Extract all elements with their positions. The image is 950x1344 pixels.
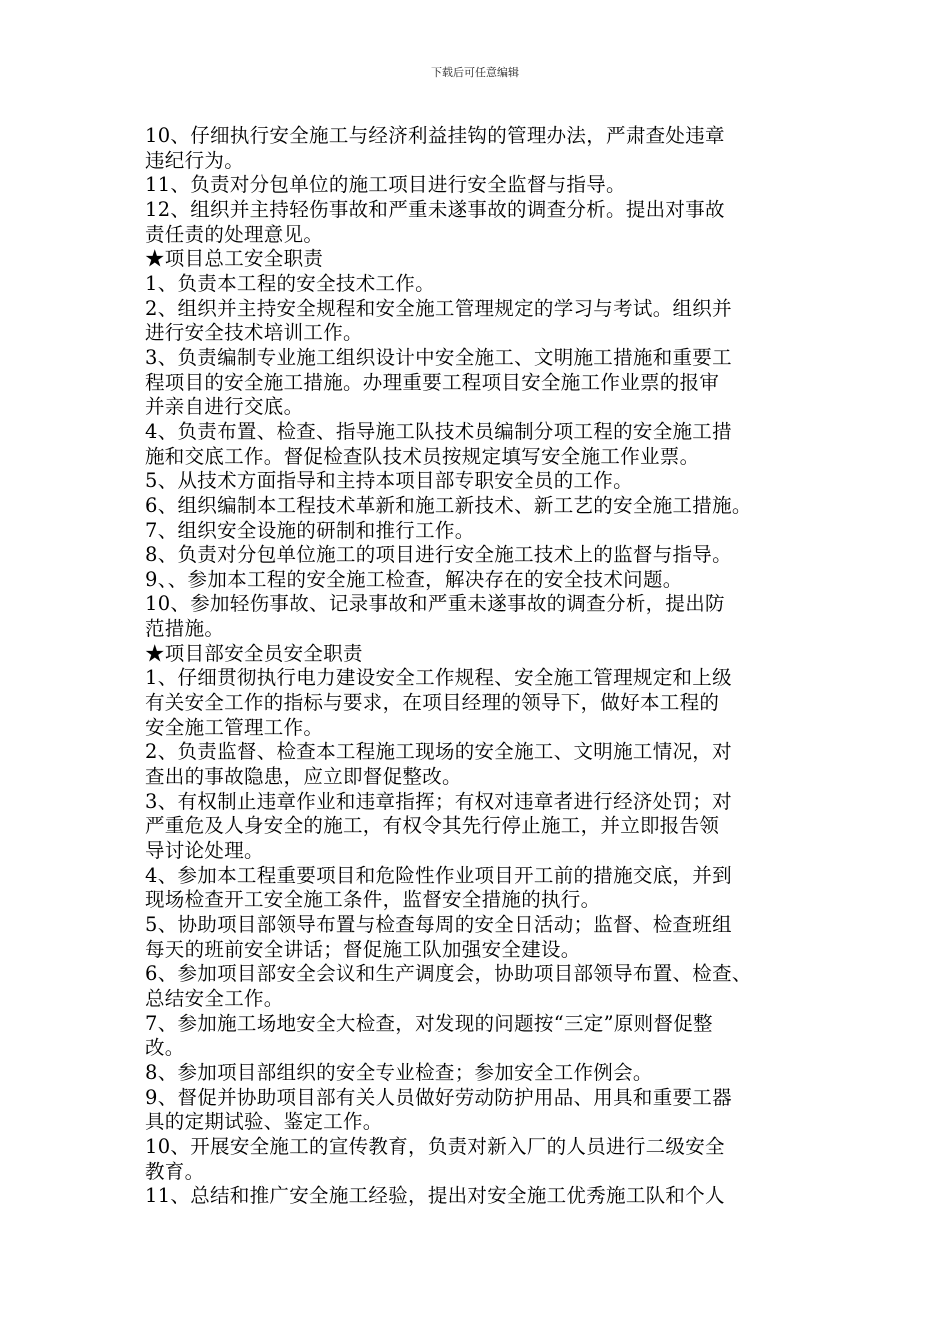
- text-line: 2、负责监督、检查本工程施工现场的安全施工、文明施工情况，对: [145, 740, 732, 764]
- text-line: 9、督促并协助项目部有关人员做好劳动防护用品、用具和重要工器: [145, 1085, 732, 1109]
- text-line: 4、负责布置、检查、指导施工队技术员编制分项工程的安全施工措: [145, 419, 732, 443]
- text-line: 2、组织并主持安全规程和安全施工管理规定的学习与考试。组织并: [145, 296, 732, 320]
- text-line: 5、协助项目部领导布置与检查每周的安全日活动；监督、检查班组: [145, 913, 732, 936]
- text-line: 7、组织安全设施的研制和推行工作。: [145, 518, 475, 542]
- text-line: 3、有权制止违章作业和违章指挥；有权对违章者进行经济处罚；对: [145, 789, 732, 813]
- text-line: 程项目的安全施工措施。办理重要工程项目安全施工作业票的报审: [145, 370, 720, 394]
- text-line: 8、负责对分包单位施工的项目进行安全施工技术上的监督与指导。: [145, 543, 732, 567]
- page-header: 下载后可任意编辑: [431, 66, 519, 79]
- text-line: 教育。: [145, 1159, 205, 1183]
- text-line: 每天的班前安全讲话；督促施工队加强安全建设。: [145, 937, 581, 961]
- text-line: 3、负责编制专业施工组织设计中安全施工、文明施工措施和重要工: [145, 345, 732, 369]
- text-line: 总结安全工作。: [145, 986, 284, 1010]
- text-line: 有关安全工作的指标与要求，在项目经理的领导下，做好本工程的: [145, 691, 720, 715]
- text-line: 查出的事故隐患，应立即督促整改。: [145, 765, 462, 789]
- text-line: 现场检查开工安全施工条件，监督安全措施的执行。: [145, 888, 601, 912]
- text-line: 具的定期试验、鉴定工作。: [145, 1110, 383, 1134]
- text-line: 8、参加项目部组织的安全专业检查；参加安全工作例会。: [145, 1060, 653, 1084]
- text-line: 进行安全技术培训工作。: [145, 321, 363, 345]
- text-line: 10、开展安全施工的宣传教育，负责对新入厂的人员进行二级安全: [145, 1134, 725, 1158]
- text-line: 11、负责对分包单位的施工项目进行安全监督与指导。: [145, 173, 626, 197]
- text-line: 施和交底工作。督促检查队技术员按规定填写安全施工作业票。: [145, 444, 700, 468]
- text-line: 9、、参加本工程的安全施工检查，解决存在的安全技术问题。: [145, 567, 683, 591]
- section-heading: ★项目总工安全职责: [145, 247, 324, 271]
- text-line: 1、负责本工程的安全技术工作。: [145, 271, 435, 295]
- text-line: 违纪行为。: [145, 148, 245, 172]
- text-line: 安全施工管理工作。: [145, 715, 324, 739]
- text-line: 10、参加轻伤事故、记录事故和严重未遂事故的调查分析，提出防: [145, 592, 725, 616]
- text-line: 责任责的处理意见。: [145, 222, 324, 246]
- text-line: 6、参加项目部安全会议和生产调度会，协助项目部领导布置、检查、: [145, 962, 752, 986]
- text-line: 范措施。: [145, 617, 225, 641]
- text-line: 10、仔细执行安全施工与经济利益挂钩的管理办法，严肃查处违章: [145, 124, 725, 147]
- text-line: 严重危及人身安全的施工，有权令其先行停止施工，并立即报告领: [145, 814, 720, 838]
- text-line: 改。: [145, 1036, 185, 1060]
- text-line: 6、组织编制本工程技术革新和施工新技术、新工艺的安全施工措施。: [145, 493, 752, 517]
- text-line: 5、从技术方面指导和主持本项目部专职安全员的工作。: [145, 469, 633, 493]
- text-line: 12、组织并主持轻伤事故和严重未遂事故的调查分析。提出对事故: [145, 197, 725, 221]
- text-line: 并亲自进行交底。: [145, 395, 304, 419]
- text-line: 导讨论处理。: [145, 839, 264, 863]
- text-line: 1、仔细贯彻执行电力建设安全工作规程、安全施工管理规定和上级: [145, 666, 732, 690]
- text-line: 7、参加施工场地安全大检查，对发现的问题按“三定”原则督促整: [145, 1011, 713, 1035]
- document-body: [145, 124, 825, 1209]
- section-heading: ★项目部安全员安全职责: [145, 641, 363, 665]
- text-line: 11、总结和推广安全施工经验，提出对安全施工优秀施工队和个人: [145, 1184, 725, 1208]
- text-line: 4、参加本工程重要项目和危险性作业项目开工前的措施交底，并到: [145, 863, 732, 887]
